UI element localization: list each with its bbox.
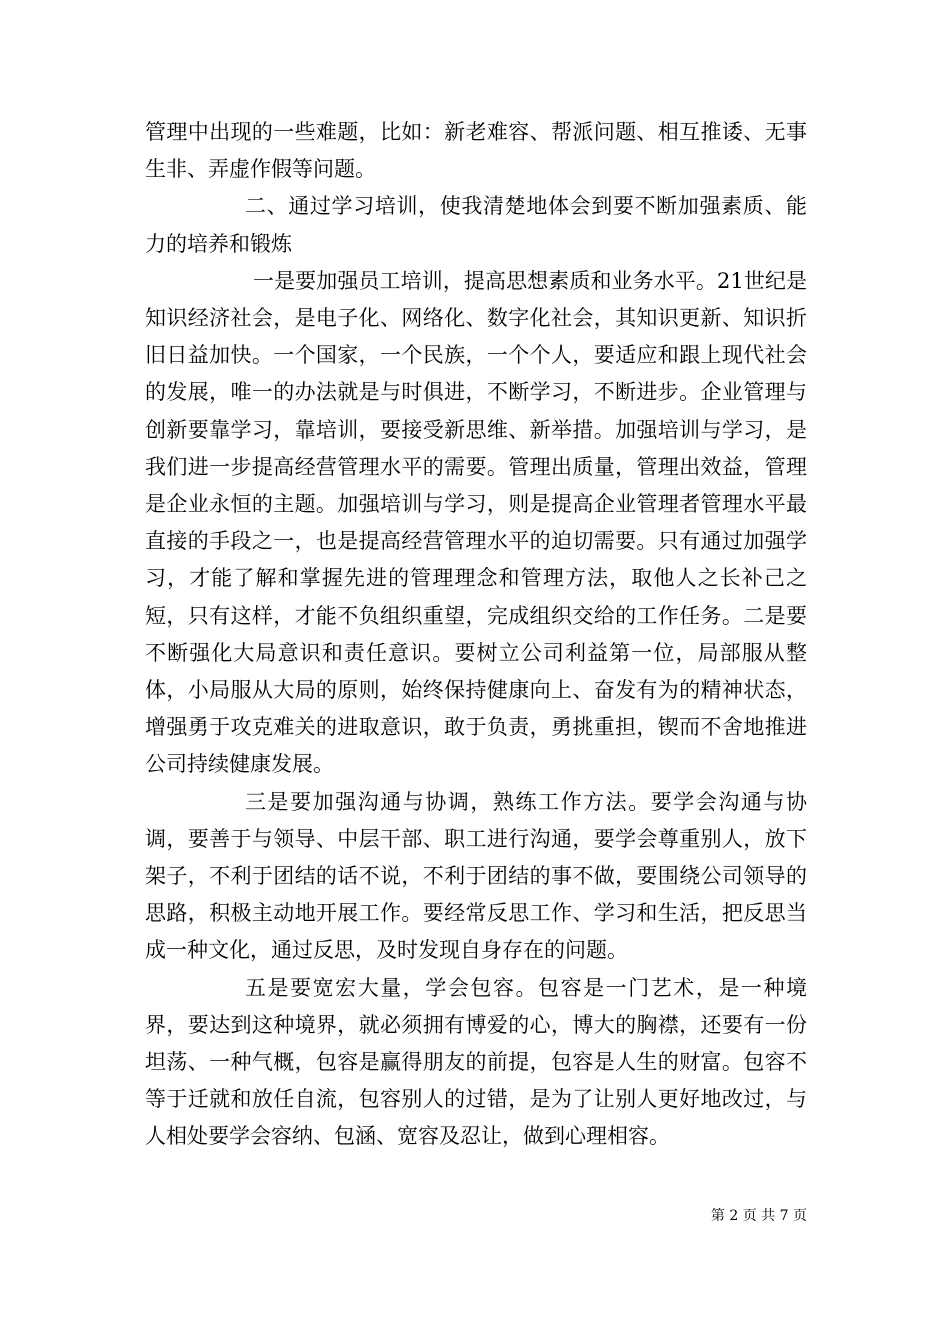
section-heading: 二、通过学习培训，使我清楚地体会到要不断加强素质、能力的培养和锻炼 (145, 194, 807, 256)
paragraph: 三是要加强沟通与协调，熟练工作方法。要学会沟通与协调，要善于与领导、中层干部、职工进行沟通，要学会尊重别人，放下架子，不利于团结的话不说，不利于团结的事不做，要围绕公司领导的思路，积极主动地开展工作。要经常反思工作、学习和生活，把反思当成一种文化，通过反思，及时发现自身存在的问题。 (145, 789, 807, 963)
page-number: 第 2 页 共 7 页 (710, 1208, 807, 1224)
paragraph: 五是要宽宏大量，学会包容。包容是一门艺术，是一种境界，要达到这种境界，就必须拥有博爱的心，博大的胸襟，还要有一份坦荡、一种气概，包容是赢得朋友的前提，包容是人生的财富。包容不等于迁就和放任自流，包容别人的过错，是为了让别人更好地改过，与人相处要学会容纳、包涵、宽容及忍让，做到心理相容。 (145, 975, 807, 1149)
paragraph-continuation: 管理中出现的一些难题，比如：新老难容、帮派问题、相互推诿、无事生非、弄虚作假等问题。 (145, 120, 807, 182)
document-body (145, 114, 807, 1156)
paragraph: 一是要加强员工培训，提高思想素质和业务水平。21世纪是知识经济社会，是电子化、网络化、数字化社会，其知识更新、知识折旧日益加快。一个国家，一个民族，一个个人，要适应和跟上现代社会的发展，唯一的办法就是与时俱进，不断学习，不断进步。企业管理与创新要靠学习，靠培训，要接受新思维、新举措。加强培训与学习，是我们进一步提高经营管理水平的需要。管理出质量，管理出效益，管理是企业永恒的主题。加强培训与学习，则是提高企业管理者管理水平最直接的手段之一，也是提高经营管理水平的迫切需要。只有通过加强学习，才能了解和掌握先进的管理理念和管理方法，取他人之长补己之短，只有这样，才能不负组织重望，完成组织交给的工作任务。二是要不断强化大局意识和责任意识。要树立公司利益第一位，局部服从整体，小局服从大局的原则，始终保持健康向上、奋发有为的精神状态，增强勇于攻克难关的进取意识，敢于负责，勇挑重担，锲而不舍地推进公司持续健康发展。 (145, 268, 807, 777)
